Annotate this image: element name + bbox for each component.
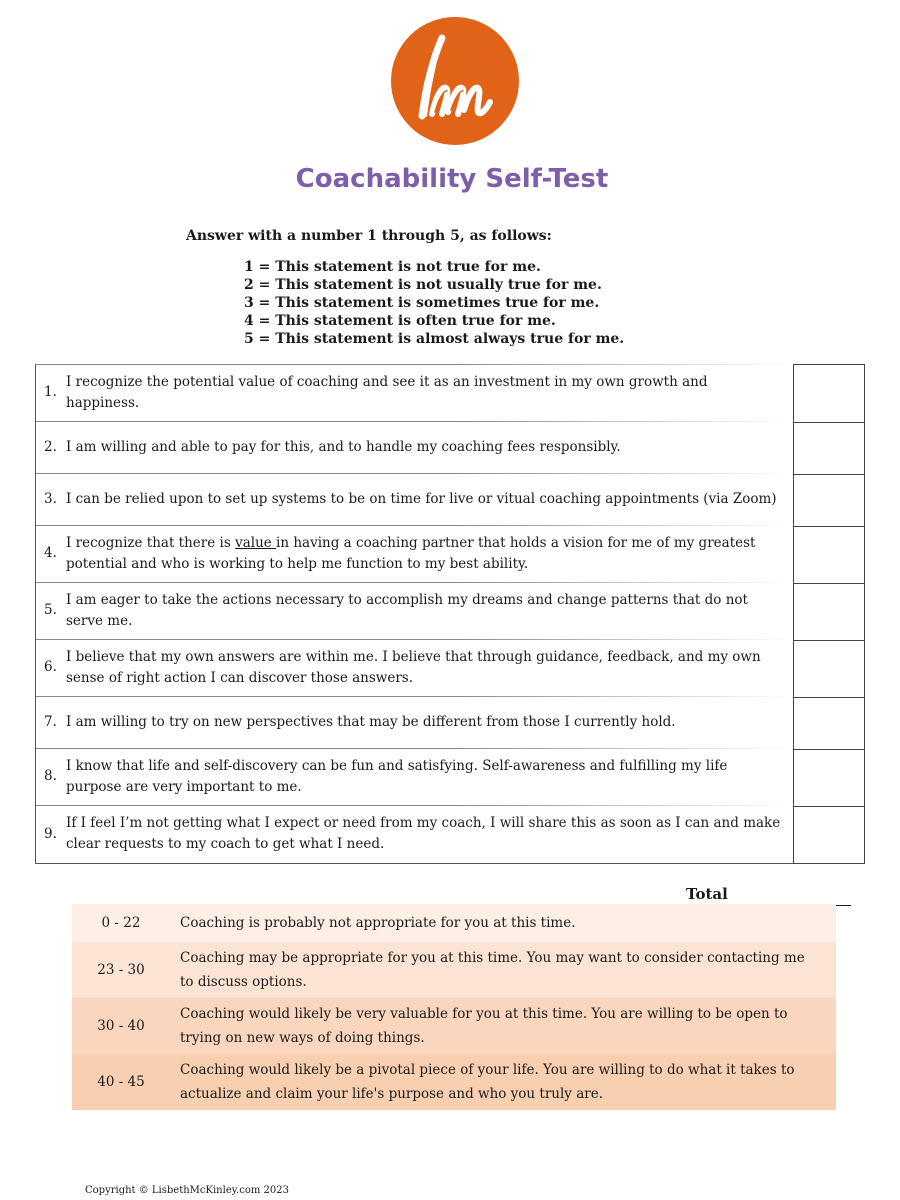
answer-box[interactable]	[794, 749, 864, 806]
scoring-row	[72, 1054, 836, 1110]
question-text: I recognize that there is value in having a coaching partner that holds a vision for me of my greatest potential and who is working to help me function to my best ability.	[66, 534, 756, 572]
question-number: 4.	[44, 545, 57, 561]
question-row	[36, 696, 793, 748]
question-text: I can be relied upon to set up systems to be on time for live or vitual coaching appointments (via Zoom)	[66, 490, 777, 507]
answer-column	[793, 364, 865, 864]
question-number: 6.	[44, 659, 57, 675]
question-row	[36, 473, 793, 525]
score-description: Coaching is probably not appropriate for you at this time.	[180, 915, 576, 931]
logo	[390, 16, 520, 146]
page-title: Coachability Self-Test	[295, 164, 609, 194]
instructions: Answer with a number 1 through 5, as follows:	[186, 228, 552, 244]
answer-box[interactable]	[794, 640, 864, 697]
question-text: I believe that my own answers are within me. I believe that through guidance, feedback, and my own sense of right action I can discover those answers.	[66, 648, 761, 686]
scale-item: 5 = This statement is almost always true for me.	[244, 331, 625, 347]
question-text: If I feel I’m not getting what I expect or need from my coach, I will share this as soon as I can and make clear requests to my coach to get what I need.	[66, 815, 781, 852]
scoring-row	[72, 904, 836, 942]
score-description: Coaching would likely be very valuable for you at this time. You are willing to be open to trying on new ways of doing things.	[180, 1006, 788, 1046]
answer-box[interactable]	[794, 806, 864, 863]
total-label: Total	[686, 885, 728, 903]
question-number: 2.	[44, 438, 57, 455]
scoring-row	[72, 942, 836, 998]
question-row	[36, 805, 793, 863]
question-number: 3.	[44, 490, 57, 507]
question-row	[36, 582, 793, 639]
score-description: Coaching may be appropriate for you at this time. You may want to consider contacting me to discuss options.	[180, 950, 805, 990]
answer-box[interactable]	[794, 526, 864, 583]
question-row	[36, 748, 793, 805]
question-row	[36, 525, 793, 582]
scoring-table	[72, 904, 836, 1110]
question-text: I know that life and self-discovery can be fun and satisfying. Self-awareness and fulfilling my life purpose are very important to me.	[66, 757, 728, 795]
questions-table	[35, 364, 793, 864]
answer-box[interactable]	[794, 422, 864, 474]
answer-box[interactable]	[794, 365, 864, 422]
question-text: I am eager to take the actions necessary to accomplish my dreams and change patterns that do not serve me.	[66, 591, 748, 629]
question-text: I am willing and able to pay for this, and to handle my coaching fees responsibly.	[66, 438, 621, 455]
answer-box[interactable]	[794, 474, 864, 526]
scale-item: 2 = This statement is not usually true for me.	[244, 277, 602, 293]
question-row	[36, 364, 793, 421]
question-text: I recognize the potential value of coaching and see it as an investment in my own growth and happiness.	[66, 373, 708, 411]
scale-item: 1 = This statement is not true for me.	[244, 259, 541, 275]
scale-item: 4 = This statement is often true for me.	[244, 313, 556, 329]
question-number: 7.	[44, 713, 57, 730]
scoring-row	[72, 998, 836, 1054]
question-text: I am willing to try on new perspectives that may be different from those I currently hold.	[66, 713, 676, 730]
answer-box[interactable]	[794, 583, 864, 640]
question-number: 5.	[44, 602, 57, 618]
score-range: 23 - 30	[97, 962, 145, 978]
question-number: 8.	[44, 768, 57, 784]
score-description: Coaching would likely be a pivotal piece of your life. You are willing to do what it takes to actualize and claim your life's purpose and who you truly are.	[180, 1062, 795, 1102]
score-range: 40 - 45	[97, 1074, 145, 1090]
score-range: 30 - 40	[97, 1018, 145, 1034]
question-row	[36, 639, 793, 696]
question-number: 1.	[44, 384, 57, 400]
copyright: Copyright © LisbethMcKinley.com 2023	[85, 1185, 289, 1196]
question-row	[36, 421, 793, 473]
rating-scale	[244, 258, 624, 348]
score-range: 0 - 22	[101, 915, 141, 931]
answer-box[interactable]	[794, 697, 864, 749]
scale-item: 3 = This statement is sometimes true for me.	[244, 295, 600, 311]
question-number: 9.	[44, 825, 57, 842]
